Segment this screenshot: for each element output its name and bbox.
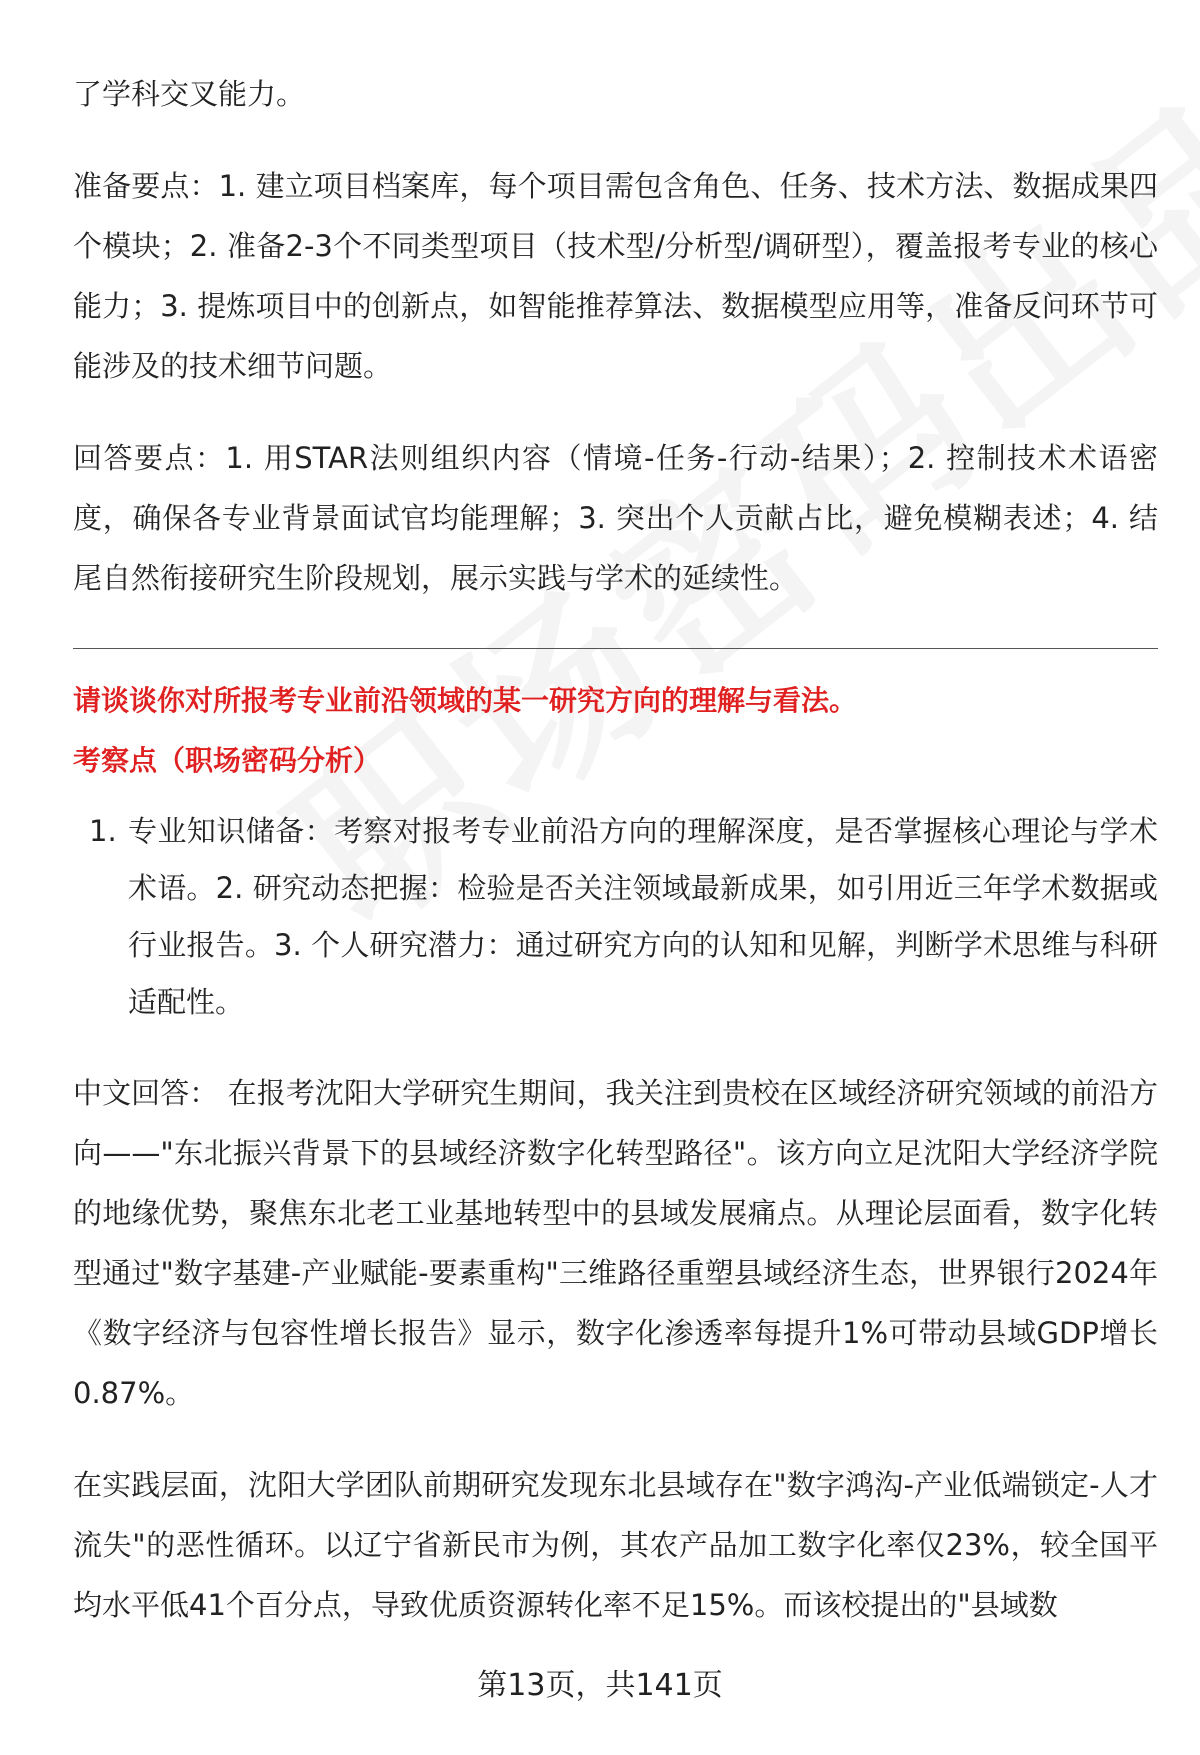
chinese-answer: 中文回答： 在报考沈阳大学研究生期间，我关注到贵校在区域经济研究领域的前沿方向——"东北振兴背景下的县域经济数字化转型路径"。该方向立足沈阳大学经济学院的地缘优势，聚焦东北老工业基地转型中的县域发展痛点。从理论层面看，数字化转型通过"数字基建-产业赋能-要素重构"三维路径重塑县域经济生态，世界银行2024年《数字经济与包容性增长报告》显示，数字化渗透率每提升1%可带动县域GDP增长0.87%。 [73, 1076, 1158, 1410]
list-item-number: 1. [89, 814, 117, 848]
section-divider [73, 648, 1158, 649]
list-item [73, 803, 1158, 1031]
list-item-text: 专业知识储备：考察对报考专业前沿方向的理解深度，是否掌握核心理论与学术术语。2. 研究动态把握：检验是否关注领域最新成果，如引用近三年学术数据或行业报告。3. 个人研究潜力：通过研究方向的认知和见解，判断学术思维与科研适配性。 [128, 814, 1158, 1019]
page-content [73, 64, 1158, 1635]
page-number-footer: 第13页，共141页 [477, 1668, 723, 1703]
preparation-points: 准备要点：1. 建立项目档案库，每个项目需包含角色、任务、技术方法、数据成果四个模块；2. 准备2-3个不同类型项目（技术型/分析型/调研型），覆盖报考专业的核心能力；3. 提炼项目中的创新点，如智能推荐算法、数据模型应用等，准备反问环节可能涉及的技术细节问题。 [73, 169, 1158, 383]
question-heading: 请谈谈你对所报考专业前沿领域的某一研究方向的理解与看法。 [73, 684, 858, 717]
analysis-subheading: 考察点（职场密码分析） [73, 744, 382, 777]
analysis-list [73, 803, 1158, 1031]
continuation-text: 了学科交叉能力。 [73, 77, 306, 111]
practice-paragraph: 在实践层面，沈阳大学团队前期研究发现东北县域存在"数字鸿沟-产业低端锁定-人才流失"的恶性循环。以辽宁省新民市为例，其农产品加工数字化率仅23%，较全国平均水平低41个百分点，导致优质资源转化率不足15%。而该校提出的"县域数 [73, 1468, 1158, 1622]
answer-points: 回答要点：1. 用STAR法则组织内容（情境-任务-行动-结果）；2. 控制技术术语密度，确保各专业背景面试官均能理解；3. 突出个人贡献占比，避免模糊表述；4. 结尾自然衔接研究生阶段规划，展示实践与学术的延续性。 [73, 441, 1158, 595]
